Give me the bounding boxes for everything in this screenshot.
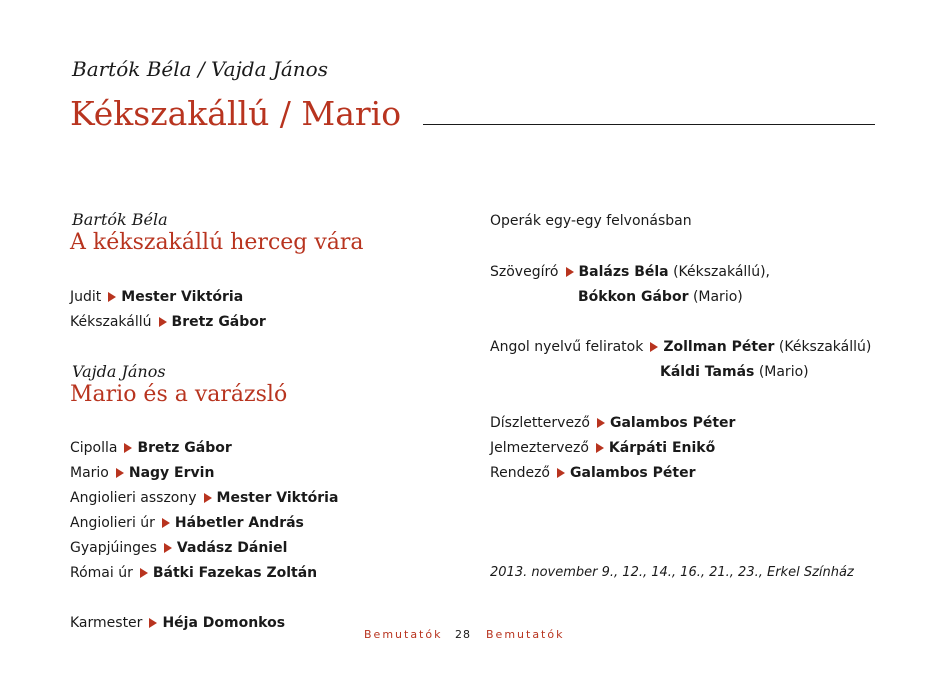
staff-line <box>490 464 695 482</box>
cast-name: Bretz Gábor <box>137 440 232 456</box>
triangle-right-icon <box>557 468 565 478</box>
cast-name: Bretz Gábor <box>171 314 266 330</box>
cast-line <box>70 489 338 507</box>
subtitles-note-2: (Mario) <box>758 364 809 380</box>
staff-role: Jelmeztervező <box>490 440 589 456</box>
page-title: Kékszakállú / Mario <box>70 94 402 133</box>
triangle-right-icon <box>162 518 170 528</box>
cast-role: Kékszakállú <box>70 314 152 330</box>
libretto-name-1: Balázs Béla <box>578 264 669 280</box>
cast-name: Bátki Fazekas Zoltán <box>152 565 318 581</box>
libretto-name-2: Bókkon Gábor <box>578 289 689 305</box>
opera1-composer: Bartók Béla <box>72 210 168 229</box>
opera1-title: A kékszakállú herceg vára <box>70 230 364 255</box>
triangle-right-icon <box>204 493 212 503</box>
cast-role: Gyapjúinges <box>70 540 157 556</box>
cast-name: Nagy Ervin <box>128 465 215 481</box>
composers-heading: Bartók Béla / Vajda János <box>72 57 328 81</box>
libretto-role: Szövegíró <box>490 264 559 280</box>
opera2-composer: Vajda János <box>72 362 166 381</box>
cast-name: Vadász Dániel <box>176 540 288 556</box>
triangle-right-icon <box>116 468 124 478</box>
libretto-note-2: (Mario) <box>692 289 743 305</box>
cast-role: Cipolla <box>70 440 118 456</box>
cast-line <box>70 514 304 532</box>
cast-line <box>70 564 317 582</box>
performance-dates: 2013. november 9., 12., 14., 16., 21., 23., Erkel Színház <box>490 565 854 580</box>
cast-line <box>70 288 243 306</box>
triangle-right-icon <box>108 292 116 302</box>
subtitles-role: Angol nyelvű feliratok <box>490 339 644 355</box>
cast-line <box>70 464 214 482</box>
triangle-right-icon <box>566 267 574 277</box>
libretto-note-1: (Kékszakállú), <box>673 264 770 280</box>
cast-name: Mester Viktória <box>121 289 244 305</box>
footer-label-right: Bemutatók <box>486 628 565 641</box>
credits-intro: Operák egy-egy felvonásban <box>490 213 692 229</box>
cast-role: Judit <box>70 289 102 305</box>
opera2-title: Mario és a varázsló <box>70 382 288 407</box>
staff-name: Galambos Péter <box>609 415 736 431</box>
cast-role: Római úr <box>70 565 133 581</box>
triangle-right-icon <box>124 443 132 453</box>
title-rule <box>423 124 875 125</box>
staff-name: Galambos Péter <box>570 465 696 481</box>
footer-label-left: Bemutatók <box>364 628 443 641</box>
triangle-right-icon <box>164 543 172 553</box>
cast-line <box>70 539 287 557</box>
cast-name: Mester Viktória <box>216 490 339 506</box>
cast-role: Mario <box>70 465 109 481</box>
triangle-right-icon <box>650 342 658 352</box>
libretto-line <box>490 263 770 281</box>
subtitles-name-1: Zollman Péter <box>663 339 775 355</box>
conductor-name: Héja Domonkos <box>162 615 286 631</box>
staff-role: Díszlettervező <box>490 415 590 431</box>
cast-line <box>70 439 232 457</box>
cast-role: Angiolieri asszony <box>70 490 197 506</box>
subtitles-note-1: (Kékszakállú) <box>778 339 872 355</box>
cast-role: Angiolieri úr <box>70 515 155 531</box>
subtitles-line-2 <box>660 363 809 381</box>
conductor-line <box>70 614 285 632</box>
triangle-right-icon <box>597 418 605 428</box>
staff-line <box>490 414 735 432</box>
subtitles-name-2: Káldi Tamás <box>660 364 755 380</box>
cast-name: Hábetler András <box>174 515 304 531</box>
staff-name: Kárpáti Enikő <box>608 440 716 456</box>
page-number: 28 <box>455 628 471 641</box>
cast-line <box>70 313 266 331</box>
conductor-role: Karmester <box>70 615 143 631</box>
triangle-right-icon <box>149 618 157 628</box>
staff-line <box>490 439 715 457</box>
triangle-right-icon <box>159 317 167 327</box>
staff-role: Rendező <box>490 465 550 481</box>
triangle-right-icon <box>140 568 148 578</box>
subtitles-line <box>490 338 871 356</box>
triangle-right-icon <box>596 443 604 453</box>
libretto-line-2 <box>578 288 743 306</box>
